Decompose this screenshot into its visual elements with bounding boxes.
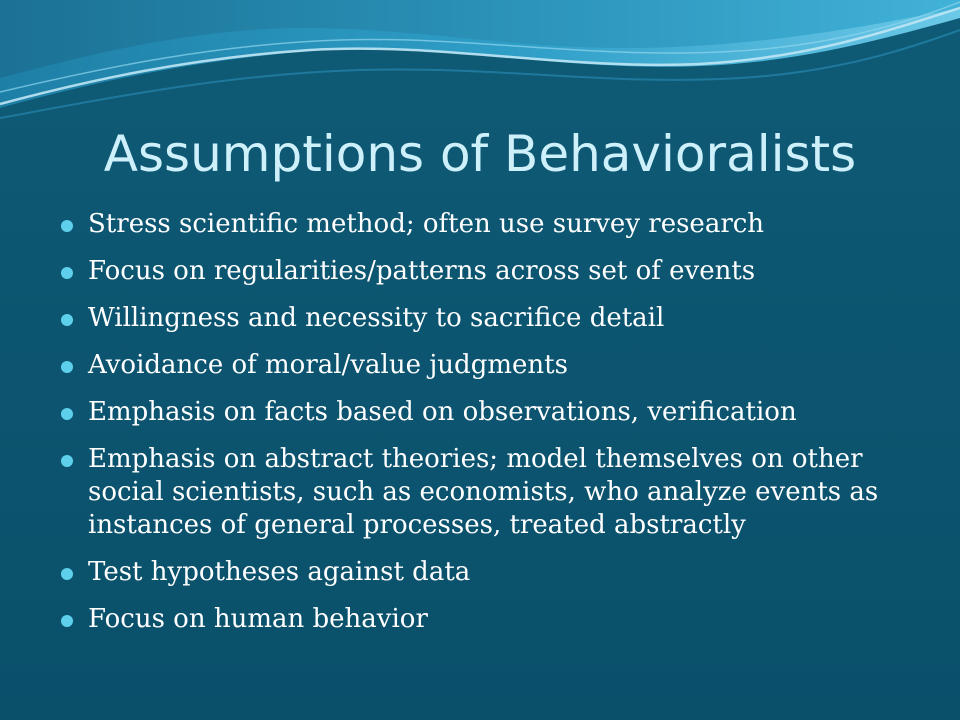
- bullet-dot-icon: [61, 408, 73, 420]
- bullet-dot-icon: [61, 615, 73, 627]
- slide-title: Assumptions of Behavioralists: [103, 125, 857, 183]
- bullet-text: Test hypotheses against data: [88, 557, 471, 587]
- bullet-text: Emphasis on facts based on observations, verification: [88, 397, 797, 427]
- bullet-dot-icon: [61, 455, 73, 467]
- bullet-item: [60, 396, 920, 429]
- bullet-text: Focus on human behavior: [88, 604, 428, 634]
- bullet-text: Avoidance of moral/value judgments: [88, 350, 568, 380]
- bullet-item: [60, 208, 920, 241]
- bullet-item: [60, 255, 920, 288]
- bullet-dot-icon: [61, 361, 73, 373]
- bullet-dot-icon: [61, 267, 73, 279]
- bullet-text: Stress scientific method; often use survey research: [88, 209, 765, 239]
- bullet-dot-icon: [61, 220, 73, 232]
- bullet-item: [60, 556, 920, 589]
- bullet-item: [60, 603, 920, 636]
- bullet-item: [60, 443, 920, 542]
- bullet-text: Willingness and necessity to sacrifice detail: [88, 303, 665, 333]
- bullet-item: [60, 302, 920, 335]
- bullet-text: Focus on regularities/patterns across set of events: [88, 256, 756, 286]
- decorative-wave-header: [0, 0, 960, 120]
- bullet-item: [60, 349, 920, 382]
- bullet-text: Emphasis on abstract theories; model themselves on other social scientists, such as economists, who analyze events as instances of general processes, treated abstractly: [88, 444, 879, 540]
- bullet-dot-icon: [61, 568, 73, 580]
- bullet-dot-icon: [61, 314, 73, 326]
- bullet-list: [60, 208, 920, 650]
